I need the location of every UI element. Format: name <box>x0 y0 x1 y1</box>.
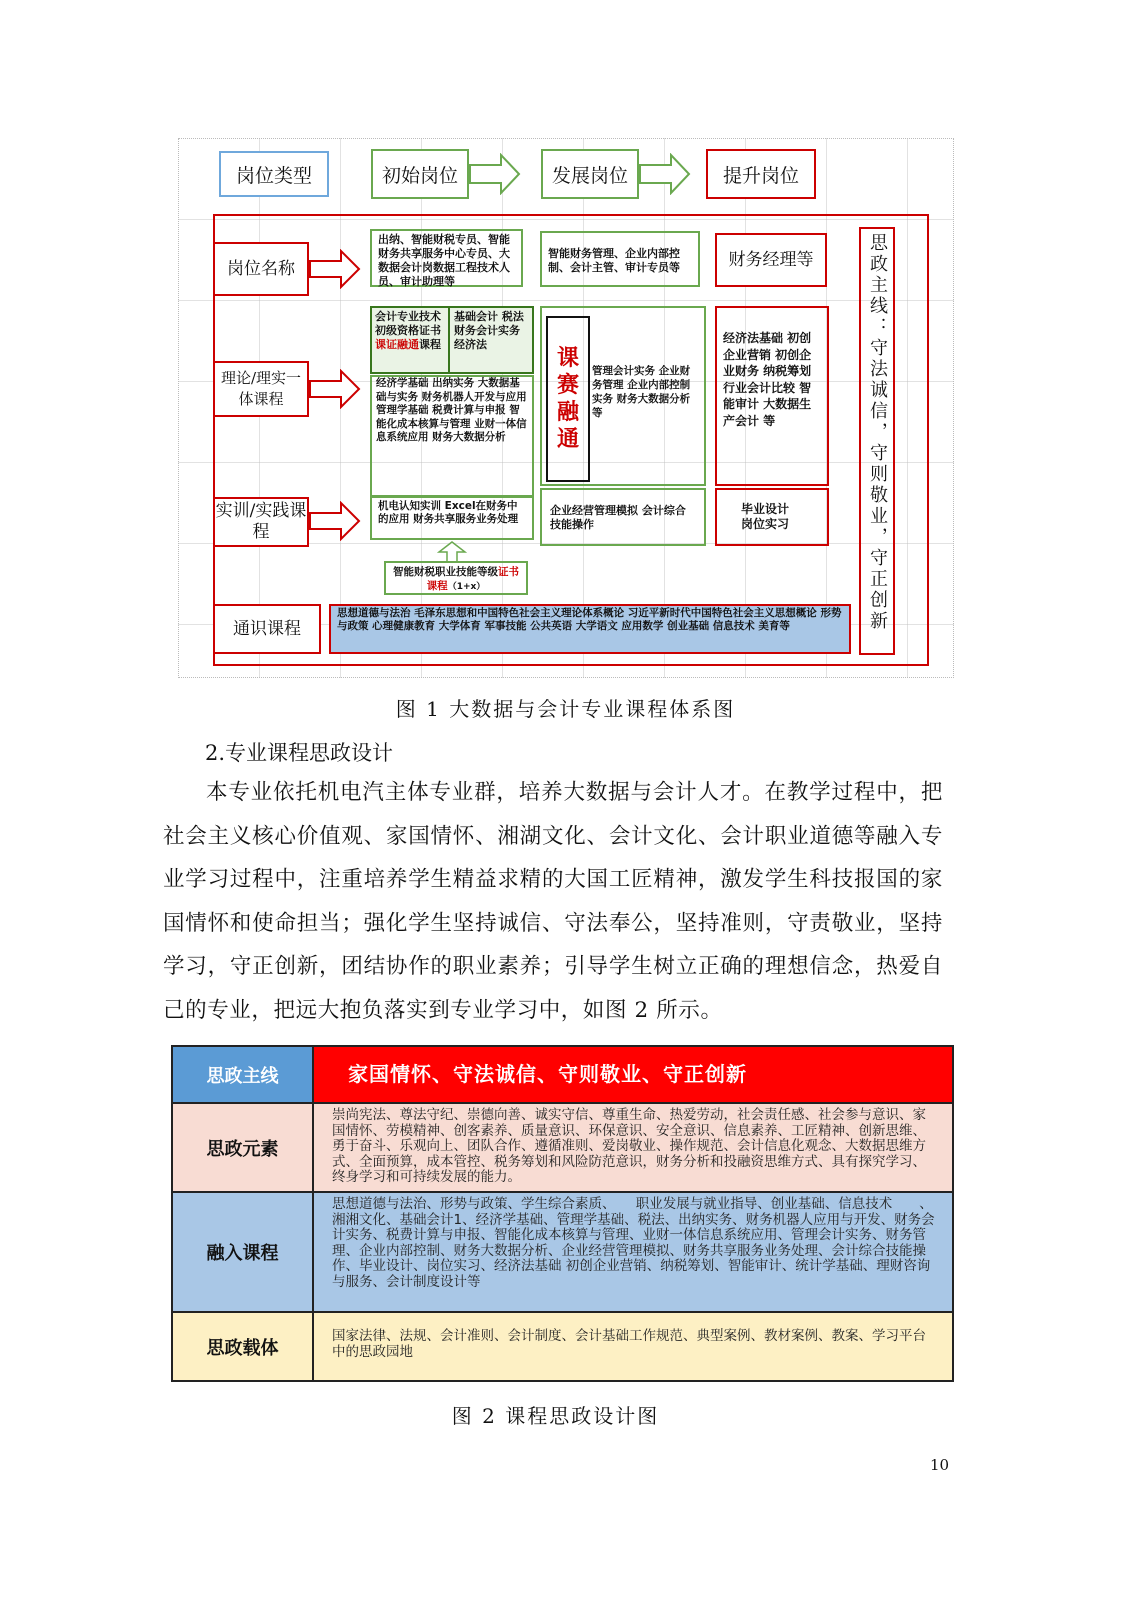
ideology-design-table <box>171 1045 954 1382</box>
cert-course-box <box>370 306 534 374</box>
row-content-courses: 思想道德与法治、形势与政策、学生综合素质、 职业发展与就业指导、创业基础、信息技术 、湘湘文化、基础会计1、经济学基础、管理学基础、税法、出纳实务、财务机器人应用与开发、财务会计实务、税费计算与申报、智能化成本核算与管理、业财一体信息系统应用、管理会计实务、财务管理、企业内部控制、财务大数据分析、企业经营管理模拟、财务共享服务业务处理、会计综合技能操作、毕业设计、岗位实习、经济法基础 初创企业营销、纳税筹划、智能审计、统计学基础、理财咨询与服务、会计制度设计等 <box>314 1193 952 1311</box>
figure1-caption: 图 1 大数据与会计专业课程体系图 <box>395 697 736 721</box>
ideology-mainline-text: 思政主线：守法诚信，守则敬业，守正创新 <box>867 233 888 632</box>
row-label-courses: 融入课程 <box>173 1193 314 1311</box>
arrow-right-icon <box>469 153 521 195</box>
header-develop-position: 发展岗位 <box>541 149 639 199</box>
develop-courses-list: 管理会计实务 企业财务管理 企业内部控制实务 财务大数据分析 等 <box>592 365 691 419</box>
ideology-mainline-sidebar <box>859 227 895 655</box>
row-label-carriers: 思政载体 <box>173 1313 314 1380</box>
row-label-mainline: 思政主线 <box>173 1047 314 1102</box>
promote-courses-box: 经济法基础 初创企业营销 初创企业财务 纳税筹划 行业会计比较 智能审计 大数据生产会计 等 <box>715 306 829 486</box>
header-initial-position: 初始岗位 <box>371 149 469 199</box>
cert-course-left: 会计专业技术初级资格证书课证融通课程 <box>375 310 441 351</box>
divider <box>448 308 450 372</box>
develop-courses-box <box>540 306 706 486</box>
row-label-theory-courses: 理论/理实一体课程 <box>213 361 309 417</box>
cert-course-right: 基础会计 税法 财务会计实务 经济法 <box>454 310 524 351</box>
cert-1x-box: 智能财税职业技能等级证书课程（1+x） <box>384 561 528 595</box>
section-heading: 2.专业课程思政设计 <box>205 741 394 765</box>
page-number: 10 <box>930 1456 950 1474</box>
course-system-diagram <box>178 138 954 678</box>
header-position-type: 岗位类型 <box>219 151 329 197</box>
row-label-position-name: 岗位名称 <box>213 242 309 296</box>
arrow-right-icon <box>309 369 361 409</box>
practice-promote-box: 毕业设计 岗位实习 <box>715 488 829 546</box>
initial-courses-box: 经济学基础 出纳实务 大数据基础与实务 财务机器人开发与应用 管理学基础 税费计算与申报 智能化成本核算与管理 业财一体信息系统应用 财务大数据分析 <box>370 375 534 497</box>
develop-positions-box: 智能财务管理、企业内部控制、会计主管、审计专员等 <box>540 231 700 287</box>
row-content-mainline: 家国情怀、守法诚信、守则敬业、守正创新 <box>314 1047 952 1102</box>
row-label-practice-courses: 实训/实践课程 <box>213 497 309 547</box>
arrow-right-icon <box>639 153 691 195</box>
row-label-general-courses: 通识课程 <box>213 604 321 654</box>
practice-develop-box: 企业经营管理模拟 会计综合技能操作 <box>540 488 706 546</box>
header-promote-position: 提升岗位 <box>706 149 816 199</box>
arrow-right-icon <box>309 501 361 541</box>
general-courses-box: 思想道德与法治 毛泽东思想和中国特色社会主义理论体系概论 习近平新时代中国特色社会主义思想概论 形势与政策 心理健康教育 大学体育 军事技能 公共英语 大学语文 应用数学 创业基础 信息技术 美育等 <box>329 604 851 654</box>
contest-integration-label: 课赛融通 <box>546 316 590 482</box>
practice-initial-box: 机电认知实训 Excel在财务中的应用 财务共享服务业务处理 <box>370 496 534 540</box>
figure2-caption: 图 2 课程思政设计图 <box>451 1404 660 1428</box>
row-content-elements: 崇尚宪法、尊法守纪、崇德向善、诚实守信、尊重生命、热爱劳动，社会责任感、社会参与意识、家国情怀、劳模精神、创客素养、质量意识、环保意识、安全意识、信息素养、工匠精神、创新思维、勇于奋斗、乐观向上、团队合作、遵循准则、爱岗敬业、操作规范、会计信息化观念、大数据思维方式、全面预算，成本管控、税务筹划和风险防范意识，财务分析和投融资思维方式、具有探究学习、终身学习和可持续发展的能力。 <box>314 1104 952 1191</box>
arrow-up-icon <box>437 541 467 563</box>
arrow-right-icon <box>309 249 361 289</box>
promote-positions-box: 财务经理等 <box>715 233 827 287</box>
row-label-elements: 思政元素 <box>173 1104 314 1191</box>
initial-positions-box: 出纳、智能财税专员、智能财务共享服务中心专员、大数据会计岗数据工程技术人员、审计助理等 <box>370 229 523 287</box>
row-content-carriers: 国家法律、法规、会计准则、会计制度、会计基础工作规范、典型案例、教材案例、教案、学习平台中的思政园地 <box>314 1313 952 1380</box>
body-paragraph: 本专业依托机电汽主体专业群，培养大数据与会计人才。在教学过程中，把社会主义核心价值观、家国情怀、湘湖文化、会计文化、会计职业道德等融入专业学习过程中，注重培养学生精益求精的大国工匠精神，激发学生科技报国的家国情怀和使命担当；强化学生坚持诚信、守法奉公，坚持准则，守责敬业，坚持学习，守正创新，团结协作的职业素养；引导学生树立正确的理想信念，热爱自己的专业，把远大抱负落实到专业学习中，如图 2 所示。 <box>163 780 943 1023</box>
